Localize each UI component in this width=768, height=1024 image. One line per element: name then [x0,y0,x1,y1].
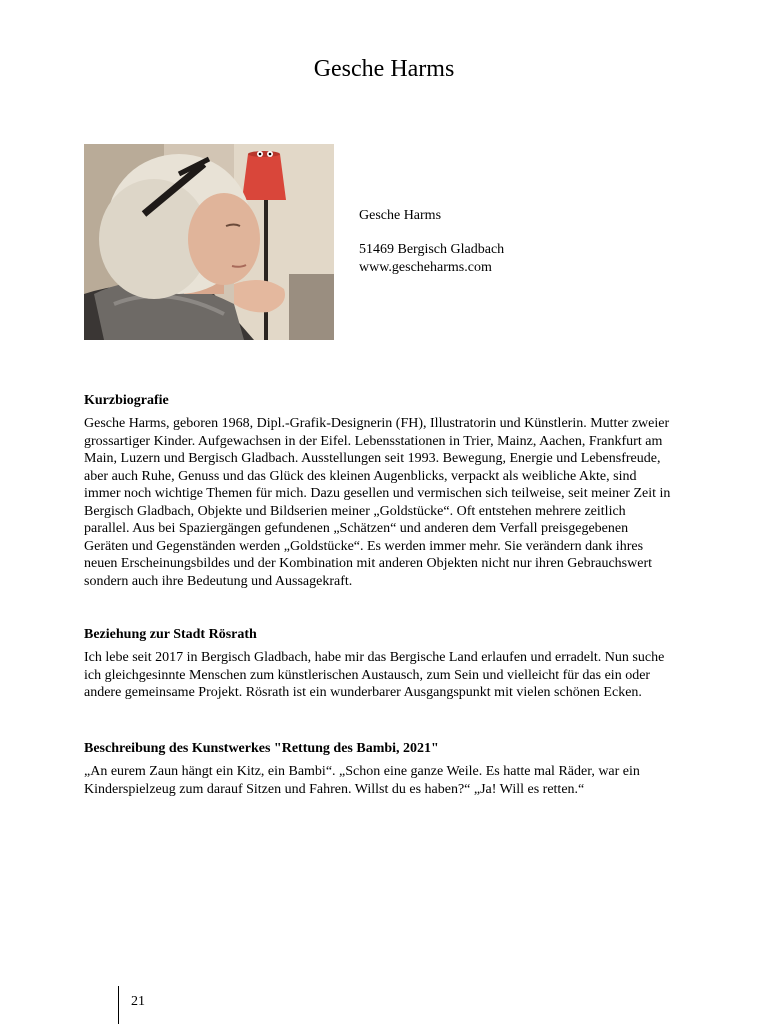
relation-text: Ich lebe seit 2017 in Bergisch Gladbach, habe mir das Bergische Land erlaufen und erradelt. Nun suche ich gleichgesinnte Menschen zum künstlerischen Austausch, zum Sein und vielleicht für das ein oder andere gemeinsame Projekt. Rösrath ist ein wunderbarer Ausgangspunkt mit vielen schönen Ecken. [84,650,665,700]
portrait-photo [84,144,334,340]
contact-address: 51469 Bergisch Gladbach [359,242,505,257]
page-number: 21 [131,994,145,1009]
page-number-rule [118,986,119,1024]
contact-block [359,207,659,277]
page-title: Gesche Harms [313,56,455,82]
artwork-text: „An eurem Zaun hängt ein Kitz, ein Bambi“. „Schon eine ganze Weile. Es hatte mal Räder, war ein Kinderspielzeug zum darauf Sitzen und Fahren. Willst du es haben?“ „Ja! Will es retten.“ [84,764,640,797]
relation-heading: Beziehung zur Stadt Rösrath [84,627,257,642]
bio-heading: Kurzbiografie [84,393,169,408]
contact-name: Gesche Harms [359,208,442,223]
artwork-heading: Beschreibung des Kunstwerkes "Rettung des Bambi, 2021" [84,741,439,756]
bio-text: Gesche Harms, geboren 1968, Dipl.-Grafik-Designerin (FH), Illustratorin und Künstlerin. Mutter zweier grossartiger Kinder. Aufgewachsen in der Eifel. Lebensstationen in Trier, Mainz, Aachen, Frankfurt am Main, Luzern und Bergisch Gladbach. Ausstellungen seit 1993. Bewegung, Energie und Lebensfreude, aber auch Ruhe, Genuss und das Glück des kleinen Augenblicks, verpackt als weibliche Akte, sind immer noch wichtige Themen für mich. Dazu gesellen und vermischen sich teilweise, seit meiner Zeit in Bergisch Gladbach, Objekte und Bildserien meiner „Goldstücke“. Oft entstehen mehrere zeitlich parallel. Aus bei Spaziergängen gefundenen „Schätzen“ und anderen dem Verfall preisgegebenen Geräten und Gegenständen werden „Goldstücke“. Es werden immer mehr. Sie verändern dank ihres neuen Erscheinungsbildes und der Kombination mit anderen Objekten nicht nur ihren Gebrauchswert sondern auch ihre Bedeutung und Aussagekraft. [84,416,671,589]
contact-website: www.gescheharms.com [359,260,492,275]
